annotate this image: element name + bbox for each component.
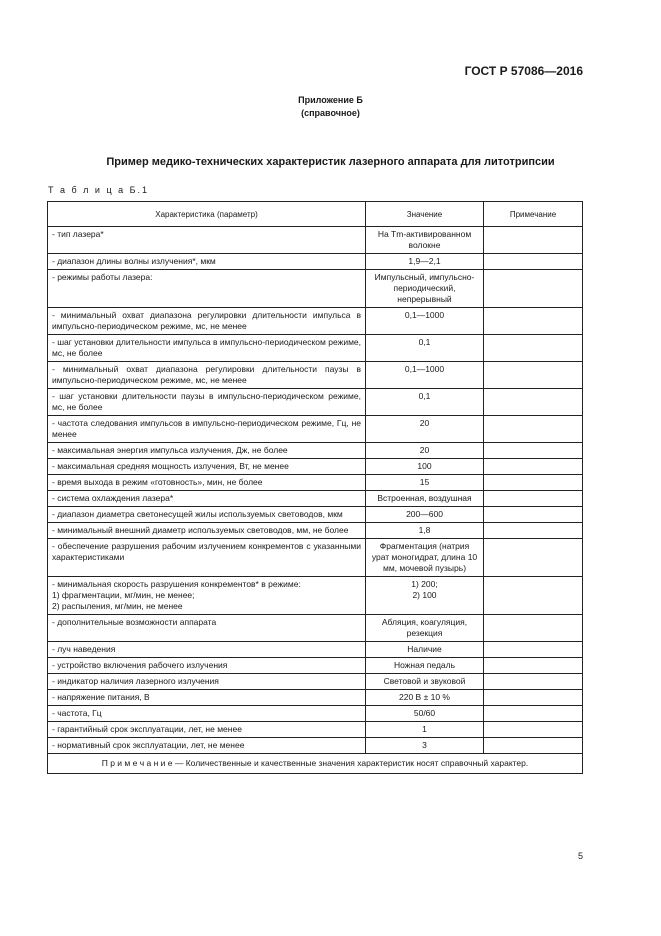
value-cell: Импульсный, импульсно-периодический, непрерывный (366, 270, 484, 308)
note-cell (484, 308, 583, 335)
parameter-cell: - минимальный охват диапазона регулировки длительности импульса в импульсно-периодическом режиме, мс, не менее (48, 308, 366, 335)
note-cell (484, 459, 583, 475)
table-header-row (48, 202, 583, 227)
table-row (48, 308, 583, 335)
value-cell: 1,9—2,1 (366, 254, 484, 270)
note-cell (484, 507, 583, 523)
parameter-cell: - диапазон диаметра светонесущей жилы используемых световодов, мкм (48, 507, 366, 523)
standard-number: ГОСТ Р 57086—2016 (464, 64, 583, 78)
header-value: Значение (366, 202, 484, 227)
value-cell: Абляция, коагуляция, резекция (366, 615, 484, 642)
page-number: 5 (577, 851, 583, 861)
table-row (48, 539, 583, 577)
value-cell: 20 (366, 443, 484, 459)
parameter-cell: - частота, Гц (48, 706, 366, 722)
value-cell: Встроенная, воздушная (366, 491, 484, 507)
parameter-cell: - индикатор наличия лазерного излучения (48, 674, 366, 690)
page-title: Пример медико-технических характеристик лазерного аппарата для литотрипсии (106, 156, 555, 168)
parameter-cell: - минимальный охват диапазона регулировки длительности паузы в импульсно-периодическом режиме, мс, не менее (48, 362, 366, 389)
table-row (48, 362, 583, 389)
parameter-cell: - минимальный внешний диаметр используемых световодов, мм, не более (48, 523, 366, 539)
parameter-cell: - тип лазера* (48, 227, 366, 254)
note-cell (484, 658, 583, 674)
note-cell (484, 416, 583, 443)
appendix-label: Приложение Б (298, 95, 363, 105)
table-row (48, 227, 583, 254)
parameter-cell: - устройство включения рабочего излучения (48, 658, 366, 674)
table-row (48, 270, 583, 308)
parameter-cell: - нормативный срок эксплуатации, лет, не менее (48, 738, 366, 754)
value-cell: 0,1 (366, 335, 484, 362)
parameter-cell: - максимальная энергия импульса излучения, Дж, не более (48, 443, 366, 459)
parameter-cell: - минимальная скорость разрушения конкрементов* в режиме: 1) фрагментации, мг/мин, не менее; 2) распыления, мг/мин, не менее (48, 577, 366, 615)
note-cell (484, 523, 583, 539)
table-row (48, 523, 583, 539)
parameter-cell: - шаг установки длительности импульса в импульсно-периодическом режиме, мс, не более (48, 335, 366, 362)
value-cell: 0,1 (366, 389, 484, 416)
table-row (48, 416, 583, 443)
parameter-cell: - шаг установки длительности паузы в импульсно-периодическом режиме, мс, не более (48, 389, 366, 416)
parameter-cell: - напряжение питания, В (48, 690, 366, 706)
table-row (48, 335, 583, 362)
table-row (48, 615, 583, 642)
note-cell (484, 335, 583, 362)
table-row (48, 690, 583, 706)
table-footnote-row (48, 754, 583, 774)
parameter-cell: - частота следования импульсов в импульсно-периодическом режиме, Гц, не менее (48, 416, 366, 443)
table-row (48, 577, 583, 615)
parameter-cell: - дополнительные возможности аппарата (48, 615, 366, 642)
note-cell (484, 475, 583, 491)
table-row (48, 738, 583, 754)
note-cell (484, 362, 583, 389)
table-footnote: П р и м е ч а н и е — Количественные и качественные значения характеристик носят справочный характер. (48, 754, 583, 774)
value-cell: Световой и звуковой (366, 674, 484, 690)
parameter-cell: - время выхода в режим «готовность», мин, не более (48, 475, 366, 491)
value-cell: 220 В ± 10 % (366, 690, 484, 706)
table-body (48, 227, 583, 754)
characteristics-table (47, 201, 583, 774)
note-cell (484, 706, 583, 722)
note-cell (484, 615, 583, 642)
note-cell (484, 642, 583, 658)
parameter-cell: - максимальная средняя мощность излучения, Вт, не менее (48, 459, 366, 475)
parameter-cell: - обеспечение разрушения рабочим излучением конкрементов с указанными характеристиками (48, 539, 366, 577)
table-row (48, 491, 583, 507)
value-cell: 3 (366, 738, 484, 754)
header-parameter: Характеристика (параметр) (48, 202, 366, 227)
value-cell: Ножная педаль (366, 658, 484, 674)
table-row (48, 389, 583, 416)
note-cell (484, 443, 583, 459)
table-row (48, 642, 583, 658)
table-row (48, 706, 583, 722)
value-cell: 1 (366, 722, 484, 738)
value-cell: На Tm-активированном волокне (366, 227, 484, 254)
note-cell (484, 674, 583, 690)
note-cell (484, 539, 583, 577)
parameter-cell: - луч наведения (48, 642, 366, 658)
value-cell: 0,1—1000 (366, 308, 484, 335)
parameter-cell: - гарантийный срок эксплуатации, лет, не менее (48, 722, 366, 738)
note-cell (484, 227, 583, 254)
note-cell (484, 577, 583, 615)
table-row (48, 722, 583, 738)
note-cell (484, 722, 583, 738)
table-row (48, 674, 583, 690)
value-cell: 0,1—1000 (366, 362, 484, 389)
value-cell: 50/60 (366, 706, 484, 722)
value-cell: 15 (366, 475, 484, 491)
value-cell: 20 (366, 416, 484, 443)
parameter-cell: - диапазон длины волны излучения*, мкм (48, 254, 366, 270)
value-cell: Фрагментация (натрия урат моногидрат, длина 10 мм, мочевой пузырь) (366, 539, 484, 577)
note-cell (484, 254, 583, 270)
value-cell: 1) 200; 2) 100 (366, 577, 484, 615)
table-caption: Т а б л и ц а Б.1 (48, 185, 150, 195)
value-cell: 200—600 (366, 507, 484, 523)
note-cell (484, 389, 583, 416)
table-row (48, 459, 583, 475)
parameter-cell: - режимы работы лазера: (48, 270, 366, 308)
table-row (48, 254, 583, 270)
header-note: Примечание (484, 202, 583, 227)
table-row (48, 443, 583, 459)
value-cell: 100 (366, 459, 484, 475)
parameter-cell: - система охлаждения лазера* (48, 491, 366, 507)
note-cell (484, 270, 583, 308)
value-cell: Наличие (366, 642, 484, 658)
note-cell (484, 491, 583, 507)
note-cell (484, 738, 583, 754)
table-row (48, 507, 583, 523)
table-row (48, 658, 583, 674)
appendix-type: (справочное) (301, 108, 360, 118)
note-cell (484, 690, 583, 706)
value-cell: 1,8 (366, 523, 484, 539)
table-row (48, 475, 583, 491)
